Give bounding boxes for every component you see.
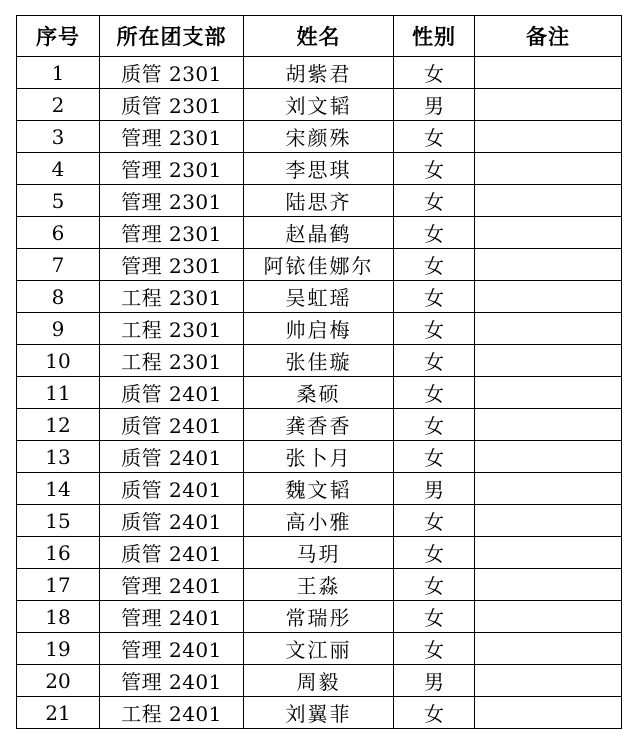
cell-notes xyxy=(475,377,622,409)
cell-branch: 质管 2401 xyxy=(100,537,244,569)
cell-name: 李思琪 xyxy=(244,153,394,185)
cell-branch: 管理 2401 xyxy=(100,665,244,697)
cell-name: 张卜月 xyxy=(244,441,394,473)
cell-branch: 质管 2401 xyxy=(100,473,244,505)
cell-gender: 男 xyxy=(394,89,475,121)
table-row xyxy=(17,217,622,249)
cell-branch: 管理 2301 xyxy=(100,217,244,249)
cell-index: 17 xyxy=(17,569,100,601)
cell-index: 6 xyxy=(17,217,100,249)
table-header xyxy=(17,16,622,57)
cell-branch: 管理 2301 xyxy=(100,121,244,153)
cell-branch: 质管 2401 xyxy=(100,377,244,409)
cell-index: 16 xyxy=(17,537,100,569)
table-row xyxy=(17,697,622,729)
cell-name: 阿铱佳娜尔 xyxy=(244,249,394,281)
table-row xyxy=(17,121,622,153)
cell-index: 21 xyxy=(17,697,100,729)
cell-gender: 男 xyxy=(394,665,475,697)
cell-gender: 女 xyxy=(394,633,475,665)
cell-branch: 管理 2401 xyxy=(100,633,244,665)
cell-gender: 女 xyxy=(394,569,475,601)
cell-notes xyxy=(475,57,622,89)
cell-notes xyxy=(475,633,622,665)
cell-index: 7 xyxy=(17,249,100,281)
cell-index: 15 xyxy=(17,505,100,537)
cell-gender: 女 xyxy=(394,281,475,313)
cell-branch: 管理 2301 xyxy=(100,153,244,185)
cell-branch: 管理 2301 xyxy=(100,249,244,281)
cell-notes xyxy=(475,697,622,729)
cell-name: 宋颜殊 xyxy=(244,121,394,153)
table-row xyxy=(17,665,622,697)
cell-index: 4 xyxy=(17,153,100,185)
cell-index: 3 xyxy=(17,121,100,153)
cell-index: 9 xyxy=(17,313,100,345)
table-row xyxy=(17,537,622,569)
header-name: 姓名 xyxy=(244,16,394,57)
table-row xyxy=(17,153,622,185)
cell-name: 张佳璇 xyxy=(244,345,394,377)
table-row xyxy=(17,89,622,121)
table-row xyxy=(17,505,622,537)
table-row xyxy=(17,569,622,601)
cell-name: 吴虹瑶 xyxy=(244,281,394,313)
table-row xyxy=(17,185,622,217)
cell-notes xyxy=(475,505,622,537)
table-row xyxy=(17,409,622,441)
table-row xyxy=(17,633,622,665)
table-row xyxy=(17,345,622,377)
header-index: 序号 xyxy=(17,16,100,57)
cell-branch: 质管 2401 xyxy=(100,409,244,441)
table-row xyxy=(17,601,622,633)
cell-branch: 质管 2301 xyxy=(100,57,244,89)
cell-index: 1 xyxy=(17,57,100,89)
cell-index: 12 xyxy=(17,409,100,441)
cell-index: 8 xyxy=(17,281,100,313)
cell-notes xyxy=(475,473,622,505)
cell-branch: 工程 2301 xyxy=(100,313,244,345)
cell-index: 10 xyxy=(17,345,100,377)
cell-notes xyxy=(475,313,622,345)
cell-name: 高小雅 xyxy=(244,505,394,537)
table-row xyxy=(17,441,622,473)
header-notes: 备注 xyxy=(475,16,622,57)
cell-notes xyxy=(475,537,622,569)
cell-name: 龚香香 xyxy=(244,409,394,441)
cell-gender: 男 xyxy=(394,473,475,505)
cell-gender: 女 xyxy=(394,249,475,281)
cell-notes xyxy=(475,89,622,121)
cell-name: 刘文韬 xyxy=(244,89,394,121)
cell-name: 马玥 xyxy=(244,537,394,569)
cell-gender: 女 xyxy=(394,441,475,473)
table-row xyxy=(17,57,622,89)
cell-index: 18 xyxy=(17,601,100,633)
cell-name: 文江丽 xyxy=(244,633,394,665)
cell-index: 20 xyxy=(17,665,100,697)
cell-gender: 女 xyxy=(394,409,475,441)
cell-gender: 女 xyxy=(394,217,475,249)
cell-notes xyxy=(475,345,622,377)
cell-branch: 管理 2401 xyxy=(100,569,244,601)
cell-name: 胡紫君 xyxy=(244,57,394,89)
cell-gender: 女 xyxy=(394,601,475,633)
cell-gender: 女 xyxy=(394,377,475,409)
cell-name: 常瑞彤 xyxy=(244,601,394,633)
table-row xyxy=(17,377,622,409)
cell-index: 19 xyxy=(17,633,100,665)
header-gender: 性别 xyxy=(394,16,475,57)
cell-notes xyxy=(475,217,622,249)
cell-index: 11 xyxy=(17,377,100,409)
cell-branch: 管理 2301 xyxy=(100,185,244,217)
cell-notes xyxy=(475,153,622,185)
cell-name: 周毅 xyxy=(244,665,394,697)
cell-notes xyxy=(475,409,622,441)
cell-notes xyxy=(475,441,622,473)
header-branch: 所在团支部 xyxy=(100,16,244,57)
cell-notes xyxy=(475,665,622,697)
header-row xyxy=(17,16,622,57)
cell-name: 桑硕 xyxy=(244,377,394,409)
cell-name: 王淼 xyxy=(244,569,394,601)
cell-notes xyxy=(475,569,622,601)
cell-index: 2 xyxy=(17,89,100,121)
cell-branch: 工程 2301 xyxy=(100,345,244,377)
table-body xyxy=(17,57,622,729)
cell-gender: 女 xyxy=(394,57,475,89)
table-row xyxy=(17,313,622,345)
cell-gender: 女 xyxy=(394,153,475,185)
cell-gender: 女 xyxy=(394,537,475,569)
cell-gender: 女 xyxy=(394,505,475,537)
cell-gender: 女 xyxy=(394,697,475,729)
cell-name: 赵晶鹤 xyxy=(244,217,394,249)
cell-notes xyxy=(475,249,622,281)
table-row xyxy=(17,281,622,313)
cell-index: 14 xyxy=(17,473,100,505)
cell-name: 魏文韬 xyxy=(244,473,394,505)
cell-branch: 管理 2401 xyxy=(100,601,244,633)
cell-index: 5 xyxy=(17,185,100,217)
cell-gender: 女 xyxy=(394,185,475,217)
cell-branch: 质管 2301 xyxy=(100,89,244,121)
cell-name: 刘翼菲 xyxy=(244,697,394,729)
cell-gender: 女 xyxy=(394,313,475,345)
cell-branch: 工程 2401 xyxy=(100,697,244,729)
cell-notes xyxy=(475,601,622,633)
cell-branch: 质管 2401 xyxy=(100,505,244,537)
cell-gender: 女 xyxy=(394,121,475,153)
table-row xyxy=(17,249,622,281)
cell-branch: 工程 2301 xyxy=(100,281,244,313)
cell-gender: 女 xyxy=(394,345,475,377)
cell-branch: 质管 2401 xyxy=(100,441,244,473)
roster-table xyxy=(16,15,622,729)
cell-notes xyxy=(475,281,622,313)
cell-name: 陆思齐 xyxy=(244,185,394,217)
cell-index: 13 xyxy=(17,441,100,473)
table-row xyxy=(17,473,622,505)
cell-notes xyxy=(475,185,622,217)
cell-notes xyxy=(475,121,622,153)
cell-name: 帅启梅 xyxy=(244,313,394,345)
